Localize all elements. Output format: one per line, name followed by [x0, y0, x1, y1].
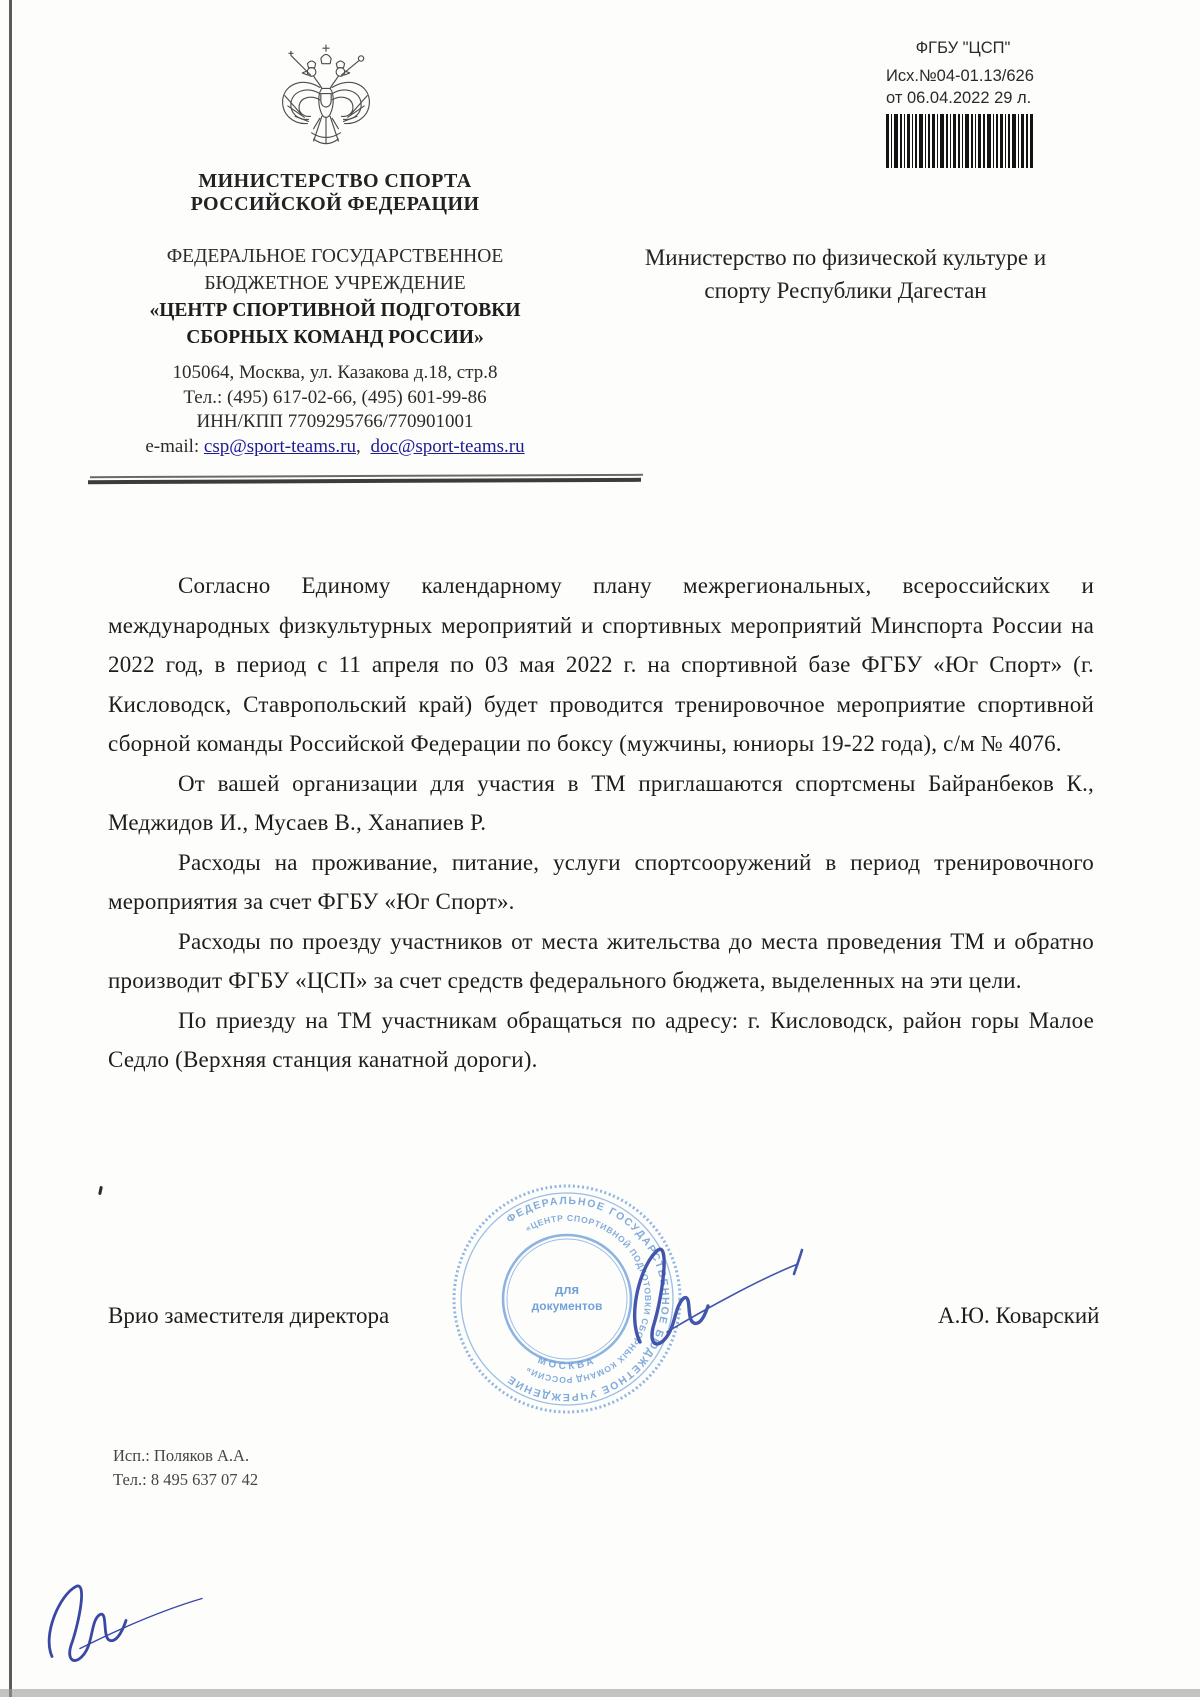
recipient-line1: Министерство по физической культуре и — [644, 245, 1047, 270]
scan-artifact-bottom-edge — [0, 1689, 1200, 1697]
email-link-csp[interactable]: csp@sport-teams.ru — [203, 435, 356, 457]
signer-title: Врио заместителя директора — [108, 1303, 390, 1328]
registration-org: ФГБУ "ЦСП" — [915, 39, 1011, 57]
recipient-block — [618, 241, 1073, 307]
phone-line: Тел.: (495) 617-02-66, (495) 601-99-86 — [183, 386, 487, 408]
org-name — [120, 297, 550, 351]
postal-address: 105064, Москва, ул. Казакова д.18, стр.8 — [172, 362, 498, 383]
stamp-center-line1: для — [554, 1282, 580, 1297]
stamp-ring-outer-text: ФЕДЕРАЛЬНОЕ ГОСУДАРСТВЕННОЕ БЮДЖЕТНОЕ УЧРЕЖДЕНИЕ — [504, 1194, 672, 1404]
org-name-line2: СБОРНЫХ КОМАНД РОССИИ» — [186, 327, 484, 348]
stamp-center-line2: документов — [531, 1299, 603, 1313]
org-type-line2: БЮДЖЕТНОЕ УЧРЕЖДЕНИЕ — [204, 273, 466, 294]
executor-name: Исп.: Поляков А.А. — [113, 1446, 250, 1465]
body-paragraph-2: От вашей организации для участия в ТМ приглашаются спортсмены Байранбеков К., Меджидов И., Мусаев В., Ханапиев Р. — [108, 770, 1094, 835]
registration-date: от 06.04.2022 29 л. — [886, 89, 1032, 107]
director-ink-signature — [612, 1210, 812, 1375]
executor-phone: Тел.: 8 495 637 07 42 — [113, 1470, 259, 1489]
org-type-line1: ФЕДЕРАЛЬНОЕ ГОСУДАРСТВЕННОЕ — [166, 246, 504, 267]
org-type — [120, 243, 550, 297]
recipient-line2: спорту Республики Дагестан — [704, 278, 987, 303]
org-name-line1: «ЦЕНТР СПОРТИВНОЙ ПОДГОТОВКИ — [149, 300, 521, 321]
executor-block — [113, 1444, 258, 1492]
email-separator: , — [355, 435, 361, 457]
stamp-city-text: МОСКВА — [536, 1355, 598, 1373]
ministry-name-line2: РОССИЙСКОЙ ФЕДЕРАЦИИ — [190, 193, 480, 215]
email-label: e-mail: — [145, 435, 200, 457]
letter-body — [108, 566, 1094, 1080]
scan-artifact-left-edge — [9, 0, 12, 1697]
signer-name: А.Ю. Коварский — [938, 1303, 1100, 1328]
body-paragraph-1: Согласно Единому календарному плану межрегиональных, всероссийских и международных физкультурных мероприятий и спортивных мероприятий Минспорта России на 2022 год, в период с 11 апреля по 03 мая 2022 г. на спортивной базе ФГБУ «Юг Спорт» (г. Кисловодск, Ставропольский край) будет проводится тренировочное мероприятие спортивной сборной команды Российской Федерации по боксу (мужчины, юниоры 19-22 года), с/м № 4076. — [108, 573, 1094, 756]
coat-of-arms-icon — [276, 42, 376, 172]
barcode — [886, 114, 1034, 168]
ministry-name — [150, 170, 520, 216]
body-paragraph-5: По приезду на ТМ участникам обращаться по адресу: г. Кисловодск, район горы Малое Седло (Верхняя станция канатной дороги). — [108, 1007, 1094, 1072]
body-paragraph-4: Расходы по проезду участников от места жительства до места проведения ТМ и обратно производит ФГБУ «ЦСП» за счет средств федерального бюджета, выделенных на эти цели. — [108, 928, 1094, 993]
email-line — [95, 435, 575, 460]
inn-kpp-line: ИНН/КПП 7709295766/770901001 — [196, 411, 474, 432]
stamp-ring-inner-text: «ЦЕНТР СПОРТИВНОЙ ПОДГОТОВКИ СБОРНЫХ КОМАНД РОССИИ» — [523, 1212, 654, 1386]
svg-text:МОСКВА — [536, 1355, 598, 1372]
registration-stamp-block — [886, 38, 1040, 168]
letterhead-divider — [88, 478, 641, 484]
registration-number: Исх.№04-01.13/626 — [886, 67, 1034, 85]
scan-speck — [98, 1186, 103, 1195]
email-link-doc[interactable]: doc@sport-teams.ru — [370, 435, 525, 457]
handwritten-signature-bottom — [36, 1550, 216, 1680]
ministry-name-line1: МИНИСТЕРСТВО СПОРТА — [198, 170, 472, 192]
body-paragraph-3: Расходы на проживание, питание, услуги спортсооружений в период тренировочного мероприятия за счет ФГБУ «Юг Спорт». — [108, 849, 1094, 914]
contact-block — [95, 361, 575, 459]
